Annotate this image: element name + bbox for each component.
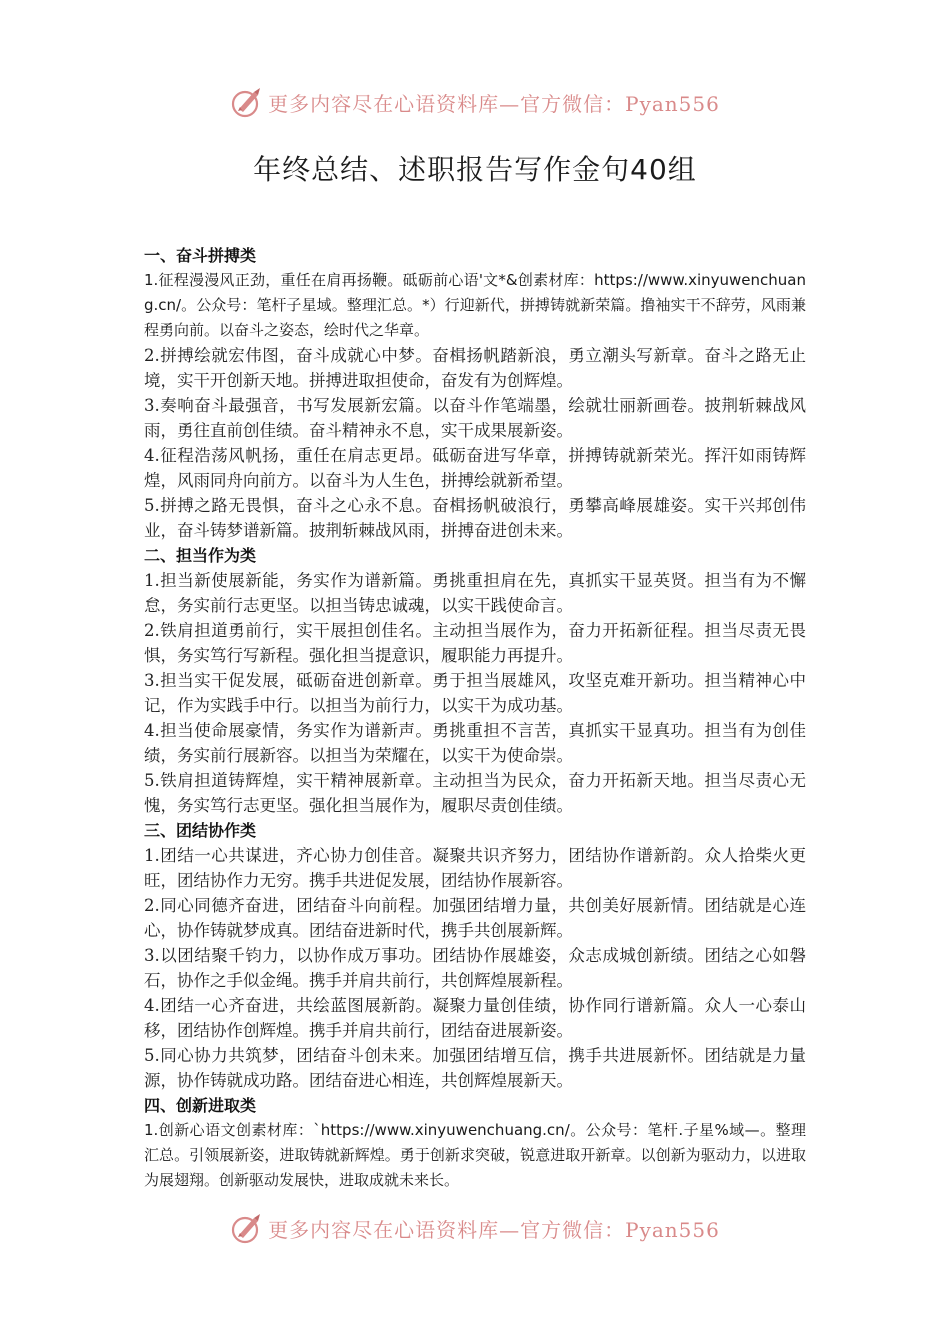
footer-watermark-banner [0, 1208, 950, 1248]
section-innovation [144, 1093, 806, 1193]
section-heading: 二、担当作为类 [144, 546, 257, 565]
pen-nib-logo-icon [230, 85, 264, 119]
paragraph: 3.奏响奋斗最强音，书写发展新宏篇。以奋斗作笔端墨，绘就壮丽新画卷。披荆斩棘战风雨，勇往直前创佳绩。奋斗精神永不息，实干成果展新姿。 [144, 396, 806, 440]
section-heading: 一、奋斗拼搏类 [144, 246, 257, 265]
paragraph: 1.创新心语文创素材库：`https://www.xinyuwenchuang.cn/。公众号：笔杆.子星%域—。整理汇总。引领展新姿，进取铸就新辉煌。勇于创新求突破，锐意进取开新章。以创新为驱动力，以进取为展翅翔。创新驱动发展快，进取成就未来长。 [144, 1121, 806, 1189]
pen-nib-logo-icon [230, 1211, 264, 1245]
page-title: 年终总结、述职报告写作金句40组 [253, 153, 697, 186]
paragraph: 5.拼搏之路无畏惧，奋斗之心永不息。奋楫扬帆破浪行，勇攀高峰展雄姿。实干兴邦创伟业，奋斗铸梦谱新篇。披荆斩棘战风雨，拼搏奋进创未来。 [144, 496, 806, 540]
paragraph: 2.同心同德齐奋进，团结奋斗向前程。加强团结增力量，共创美好展新情。团结就是心连心，协作铸就梦成真。团结奋进新时代，携手共创展新辉。 [144, 896, 806, 940]
paragraph: 4.担当使命展豪情，务实作为谱新声。勇挑重担不言苦，真抓实干显真功。担当有为创佳绩，务实前行展新容。以担当为荣耀在，以实干为使命崇。 [144, 721, 806, 765]
header-watermark-banner [0, 82, 950, 122]
paragraph: 4.征程浩荡风帆扬，重任在肩志更昂。砥砺奋进写华章，拼搏铸就新荣光。挥汗如雨铸辉煌，风雨同舟向前方。以奋斗为人生色，拼搏绘就新希望。 [144, 446, 806, 490]
paragraph: 3.以团结聚千钧力，以协作成万事功。团结协作展雄姿，众志成城创新绩。团结之心如磐石，协作之手似金绳。携手并肩共前行，共创辉煌展新程。 [144, 946, 806, 990]
paragraph: 5.同心协力共筑梦，团结奋斗创未来。加强团结增互信，携手共进展新怀。团结就是力量源，协作铸就成功路。团结奋进心相连，共创辉煌展新天。 [144, 1046, 806, 1090]
paragraph: 2.铁肩担道勇前行，实干展担创佳名。主动担当展作为，奋力开拓新征程。担当尽责无畏惧，务实笃行写新程。强化担当提意识，履职能力再提升。 [144, 621, 806, 665]
paragraph: 2.拼搏绘就宏伟图，奋斗成就心中梦。奋楫扬帆踏新浪，勇立潮头写新章。奋斗之路无止境，实干开创新天地。拼搏进取担使命，奋发有为创辉煌。 [144, 346, 806, 390]
paragraph: 3.担当实干促发展，砥砺奋进创新章。勇于担当展雄风，攻坚克难开新功。担当精神心中记，作为实践手中行。以担当为前行力，以实干为成功基。 [144, 671, 806, 715]
document-body [144, 243, 806, 1193]
paragraph: 4.团结一心齐奋进，共绘蓝图展新韵。凝聚力量创佳绩，协作同行谱新篇。众人一心泰山移，团结协作创辉煌。携手并肩共前行，团结奋进展新姿。 [144, 996, 806, 1040]
section-responsibility [144, 543, 806, 818]
section-teamwork [144, 818, 806, 1093]
section-heading: 三、团结协作类 [144, 821, 257, 840]
paragraph: 5.铁肩担道铸辉煌，实干精神展新章。主动担当为民众，奋力开拓新天地。担当尽责心无愧，务实笃行志更坚。强化担当展作为，履职尽责创佳绩。 [144, 771, 806, 815]
banner-text: 更多内容尽在心语资料库—官方微信：Pyan556 [268, 91, 720, 116]
paragraph: 1.团结一心共谋进，齐心协力创佳音。凝聚共识齐努力，团结协作谱新韵。众人拾柴火更旺，团结协作力无穷。携手共进促发展，团结协作展新容。 [144, 846, 806, 890]
paragraph: 1.征程漫漫风正劲，重任在肩再扬鞭。砥砺前心语'文*&创素材库：https://www.xinyuwenchuang.cn/。公众号：笔杆子星域。整理汇总。*）行迎新代，拼搏铸就新荣篇。撸袖实干不辞劳，风雨兼程勇向前。以奋斗之姿态，绘时代之华章。 [144, 271, 806, 339]
section-heading: 四、创新进取类 [144, 1096, 257, 1115]
paragraph: 1.担当新使展新能，务实作为谱新篇。勇挑重担肩在先，真抓实干显英贤。担当有为不懈怠，务实前行志更坚。以担当铸忠诚魂，以实干践使命言。 [144, 571, 806, 615]
banner-text: 更多内容尽在心语资料库—官方微信：Pyan556 [268, 1217, 720, 1242]
section-struggle [144, 243, 806, 543]
